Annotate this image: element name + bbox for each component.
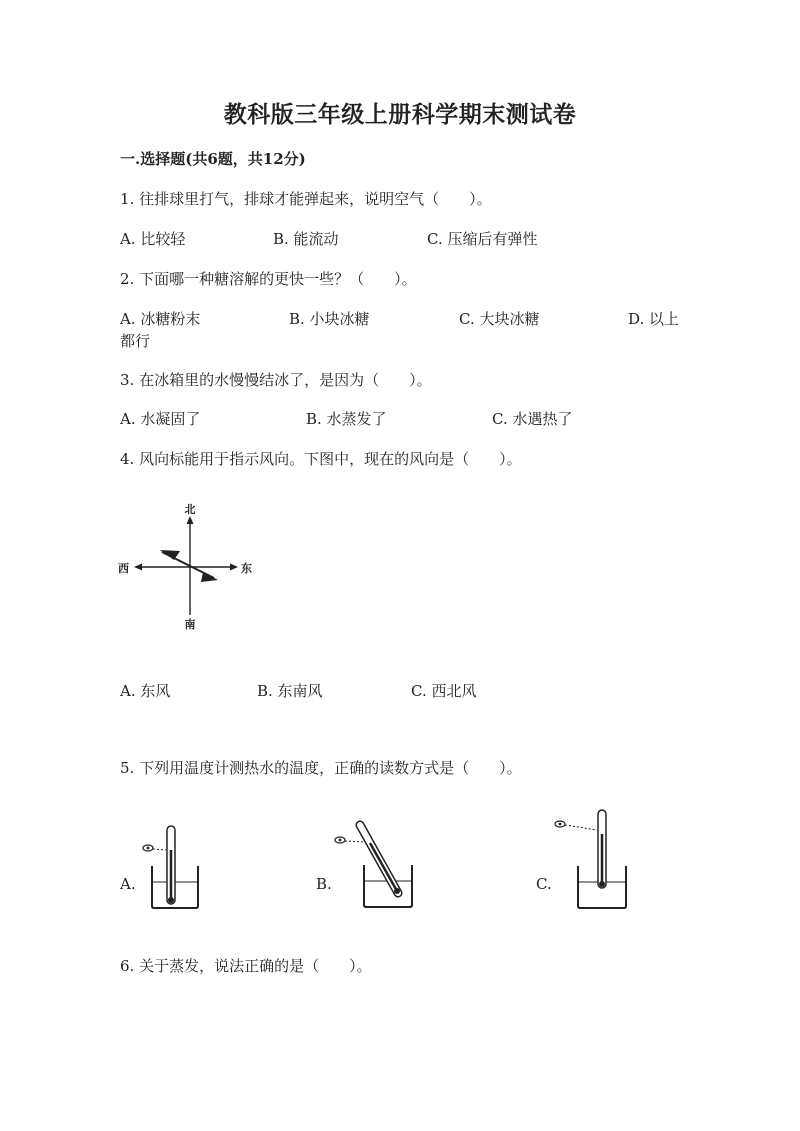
question-1-stem: 1. 往排球里打气，排球才能弹起来，说明空气（ ）。 — [120, 190, 492, 208]
thermometer-bulb — [394, 888, 400, 894]
question-3-stem: 3. 在冰箱里的水慢慢结冰了，是因为（ ）。 — [120, 371, 432, 389]
west-arrowhead — [134, 564, 142, 571]
wind-vane-arrowhead — [201, 572, 218, 582]
question-4-stem: 4. 风向标能用于指示风向。下图中，现在的风向是（ ）。 — [120, 450, 522, 468]
compass-south-label: 南 — [184, 618, 196, 631]
wind-vane-diagram — [110, 500, 270, 635]
question-2-option-c[interactable]: C. 大块冰糖 — [459, 310, 540, 328]
question-2-option-b[interactable]: B. 小块冰糖 — [289, 310, 370, 328]
question-1-option-a[interactable]: A. 比较轻 — [120, 230, 186, 248]
question-3-option-a[interactable]: A. 水凝固了 — [120, 410, 201, 428]
question-2-option-a[interactable]: A. 冰糖粉末 — [120, 310, 201, 328]
thermometer-bulb — [599, 881, 605, 887]
sight-line — [153, 849, 166, 850]
north-arrowhead — [187, 516, 194, 524]
question-1-option-c[interactable]: C. 压缩后有弹性 — [427, 230, 538, 248]
question-5-label-c[interactable]: C. — [536, 875, 552, 893]
question-5-label-b[interactable]: B. — [316, 875, 332, 893]
thermometer-figure-a — [140, 820, 210, 912]
section-heading: 一.选择题(共6题，共12分) — [120, 150, 306, 168]
thermometer-figure-c — [552, 808, 632, 912]
thermometer-liquid — [370, 843, 397, 891]
question-3-option-b[interactable]: B. 水蒸发了 — [306, 410, 387, 428]
thermometer-bulb — [168, 897, 174, 903]
question-2-stem: 2. 下面哪一种糖溶解的更快一些？（ ）。 — [120, 270, 417, 288]
sight-line — [565, 825, 597, 830]
compass-west-label: 西 — [118, 562, 129, 575]
east-arrowhead — [230, 564, 238, 571]
question-2-option-d[interactable]: D. 以上 — [628, 310, 680, 328]
question-4-option-a[interactable]: A. 东风 — [120, 682, 171, 700]
question-2-option-d-wrap: 都行 — [120, 332, 151, 350]
page-title: 教科版三年级上册科学期末测试卷 — [223, 101, 577, 128]
question-4-option-c[interactable]: C. 西北风 — [411, 682, 477, 700]
question-6-stem: 6. 关于蒸发，说法正确的是（ ）。 — [120, 957, 372, 975]
question-5-label-a[interactable]: A. — [120, 875, 136, 893]
sight-line — [345, 841, 365, 842]
question-4-option-b[interactable]: B. 东南风 — [257, 682, 323, 700]
compass-east-label: 东 — [241, 562, 252, 575]
question-5-stem: 5. 下列用温度计测热水的温度，正确的读数方式是（ ）。 — [120, 759, 522, 777]
question-1-option-b[interactable]: B. 能流动 — [273, 230, 339, 248]
question-3-option-c[interactable]: C. 水遇热了 — [492, 410, 573, 428]
thermometer-figure-b — [332, 815, 427, 912]
compass-north-label: 北 — [184, 503, 196, 516]
